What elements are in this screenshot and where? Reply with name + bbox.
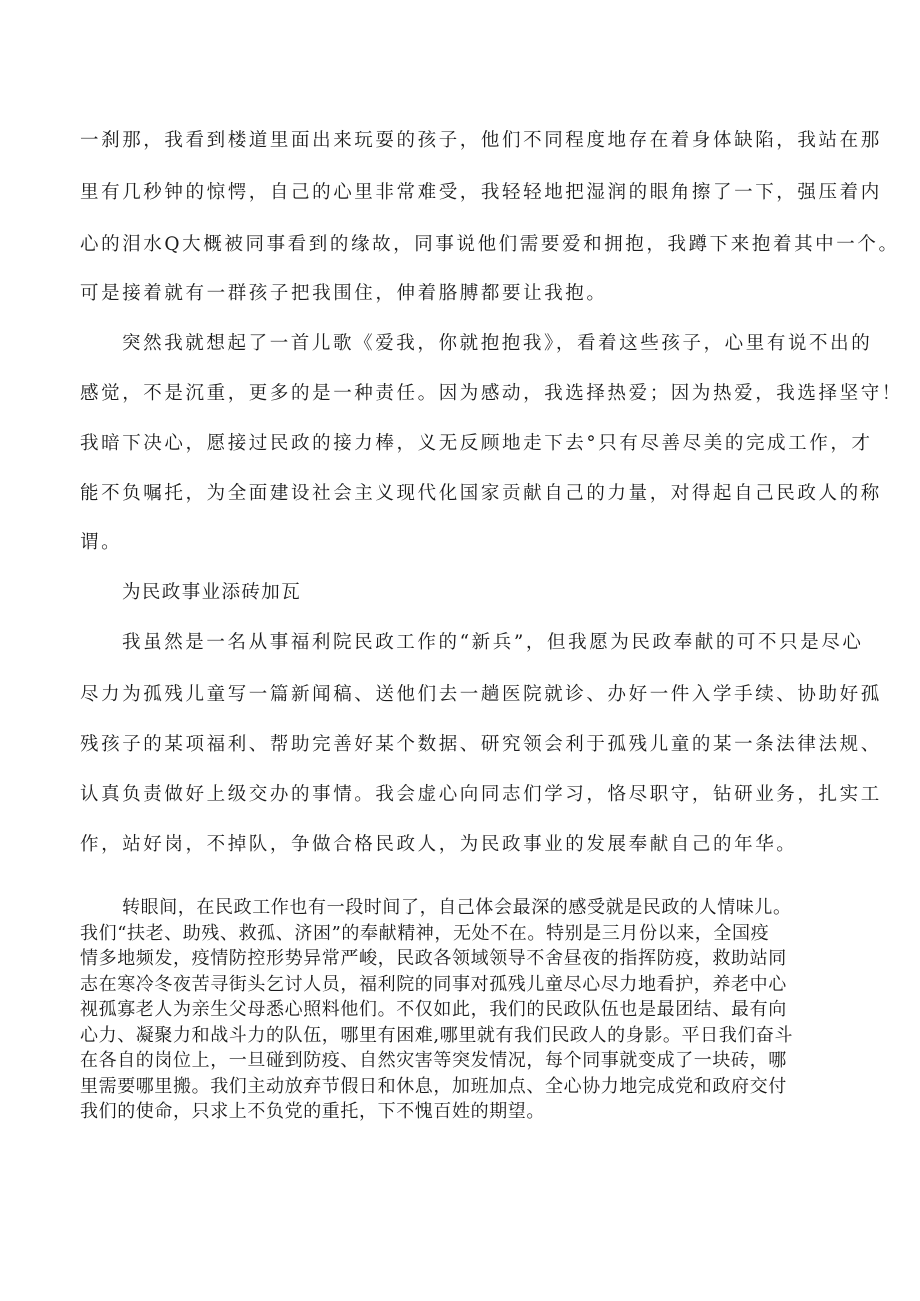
paragraph-4-line-7: 在各自的岗位上，一旦碰到防疫、自然灾害等突发情况，每个同事就变成了一块砖，哪 <box>80 1050 787 1071</box>
paragraph-4-line-9: 我们的使命，只求上不负党的重托，下不愧百姓的期望。 <box>80 1101 545 1122</box>
paragraph-3-line-2: 尽力为孤残儿童写一篇新闻稿、送他们去一趟医院就诊、办好一件入学手续、协助好孤 <box>80 684 882 705</box>
paragraph-1-line-2: 里有几秒钟的惊愕，自己的心里非常难受，我轻轻地把湿润的眼角擦了一下，强压着内 <box>80 182 882 203</box>
paragraph-4-line-2: 我们“扶老、助残、救孤、济困”的奉献精神，无处不在。特别是三月份以来，全国疫 <box>80 923 770 944</box>
paragraph-3-line-5: 作，站好岗，不掉队，争做合格民政人，为民政事业的发展奉献自己的年华。 <box>80 834 798 855</box>
paragraph-3-line-4: 认真负责做好上级交办的事情。我会虚心向同志们学习，恪尽职守，钻研业务，扎实工 <box>80 784 882 805</box>
paragraph-2-line-2: 感觉，不是沉重，更多的是一种责任。因为感动，我选择热爱；因为热爱，我选择坚守！ <box>80 383 903 404</box>
paragraph-4-line-5: 视孤寡老人为亲生父母悉心照料他们。不仅如此，我们的民政队伍也是最团结、最有向 <box>80 999 787 1020</box>
paragraph-4-line-1: 转眼间，在民政工作也有一段时间了，自己体会最深的感受就是民政的人情味儿。 <box>122 897 792 918</box>
paragraph-4-line-8: 里需要哪里搬。我们主动放弃节假日和休息，加班加点、全心协力地完成党和政府交付 <box>80 1076 787 1097</box>
section-heading: 为民政事业添砖加瓦 <box>122 582 302 603</box>
paragraph-3-line-3: 残孩子的某项福利、帮助完善好某个数据、研究领会利于孤残儿童的某一条法律法规、 <box>80 734 882 755</box>
paragraph-2-line-3: 我暗下决心，愿接过民政的接力棒，义无反顾地走下去°只有尽善尽美的完成工作，才 <box>80 433 873 454</box>
paragraph-2-line-5: 谓。 <box>80 532 123 553</box>
paragraph-3-line-1: 我虽然是一名从事福利院民政工作的“新兵”，但我愿为民政奉献的可不只是尽心 <box>122 632 864 653</box>
paragraph-2-line-1: 突然我就想起了一首儿歌《爱我，你就抱抱我》，看着这些孩子，心里有说不出的 <box>122 333 873 354</box>
paragraph-4-line-3: 情多地频发，疫情防控形势异常严峻，民政各领域领导不舍昼夜的指挥防疫，救助站同 <box>80 948 787 969</box>
paragraph-1-line-3: 心的泪水Q大概被同事看到的缘故，同事说他们需要爱和拥抱，我蹲下来抱着其中一个。 <box>80 234 900 255</box>
paragraph-2-line-4: 能不负嘱托，为全面建设社会主义现代化国家贡献自己的力量，对得起自己民政人的称 <box>80 483 882 504</box>
paragraph-1-line-4: 可是接着就有一群孩子把我围住，伸着胳膊都要让我抱。 <box>80 283 608 304</box>
paragraph-4-line-4: 志在寒冷冬夜苦寻街头乞讨人员，福利院的同事对孤残儿童尽心尽力地看护，养老中心 <box>80 974 787 995</box>
paragraph-1-line-1: 一刹那，我看到楼道里面出来玩耍的孩子，他们不同程度地存在着身体缺陷，我站在那 <box>80 130 882 151</box>
paragraph-4-line-6: 心力、凝聚力和战斗力的队伍，哪里有困难,哪里就有我们民政人的身影。平日我们奋斗 <box>80 1025 794 1046</box>
